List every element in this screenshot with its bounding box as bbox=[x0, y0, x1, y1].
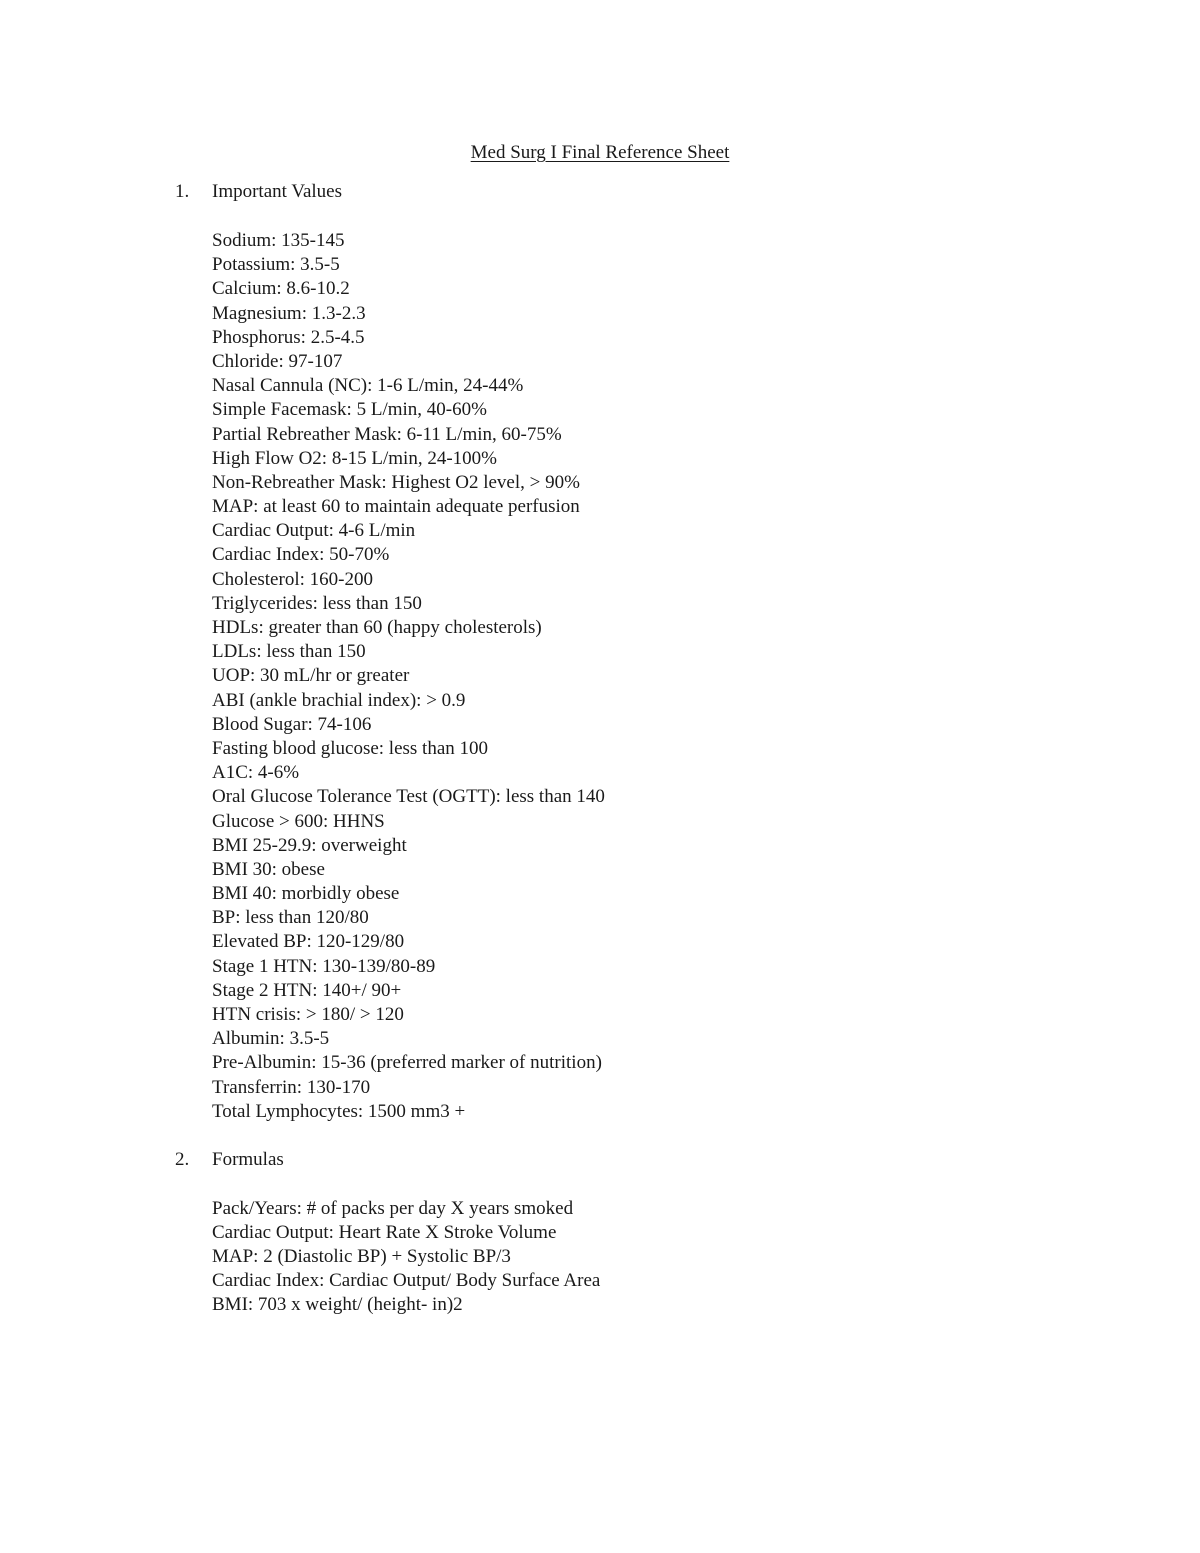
list-item: BP: less than 120/80 bbox=[212, 907, 369, 929]
list-item: UOP: 30 mL/hr or greater bbox=[212, 665, 410, 687]
formulas-list bbox=[212, 1197, 600, 1317]
section-heading bbox=[0, 1148, 1200, 1172]
list-item: Cholesterol: 160-200 bbox=[212, 568, 373, 590]
list-item: Glucose > 600: HHNS bbox=[212, 810, 385, 832]
list-item: BMI 30: obese bbox=[212, 858, 325, 880]
list-item: Pack/Years: # of packs per day X years smoked bbox=[212, 1198, 574, 1219]
list-item: A1C: 4-6% bbox=[212, 762, 300, 784]
section-heading-label: Important Values bbox=[212, 181, 342, 202]
list-item: MAP: at least 60 to maintain adequate perfusion bbox=[212, 496, 580, 518]
list-item: Simple Facemask: 5 L/min, 40-60% bbox=[212, 399, 487, 421]
list-item: Cardiac Index: 50-70% bbox=[212, 544, 390, 566]
list-item: Fasting blood glucose: less than 100 bbox=[212, 737, 489, 759]
section-heading bbox=[0, 180, 1200, 204]
list-item: MAP: 2 (Diastolic BP) + Systolic BP/3 bbox=[212, 1246, 511, 1267]
page-title: Med Surg I Final Reference Sheet bbox=[470, 142, 730, 163]
list-item: HTN crisis: > 180/ > 120 bbox=[212, 1004, 404, 1025]
list-item: Phosphorus: 2.5-4.5 bbox=[212, 326, 365, 348]
list-item: Elevated BP: 120-129/80 bbox=[212, 931, 405, 953]
list-item: Stage 2 HTN: 140+/ 90+ bbox=[212, 979, 402, 1001]
list-item: Stage 1 HTN: 130-139/80-89 bbox=[212, 955, 436, 977]
list-item: BMI 40: morbidly obese bbox=[212, 883, 400, 905]
list-item: Nasal Cannula (NC): 1-6 L/min, 24-44% bbox=[212, 375, 524, 397]
list-item: Total Lymphocytes: 1500 mm3 + bbox=[212, 1100, 466, 1122]
list-item: Transferrin: 130-170 bbox=[212, 1076, 371, 1098]
list-item: High Flow O2: 8-15 L/min, 24-100% bbox=[212, 447, 497, 469]
section-formulas bbox=[0, 1148, 1200, 1315]
list-item: Triglycerides: less than 150 bbox=[212, 592, 422, 614]
list-item: Cardiac Output: 4-6 L/min bbox=[212, 520, 416, 542]
list-item: Oral Glucose Tolerance Test (OGTT): less than 140 bbox=[212, 786, 605, 808]
list-item: Potassium: 3.5-5 bbox=[212, 254, 340, 276]
list-item: BMI: 703 x weight/ (height- in)2 bbox=[212, 1294, 463, 1315]
list-item: Partial Rebreather Mask: 6-11 L/min, 60-75% bbox=[212, 423, 562, 445]
list-item: LDLs: less than 150 bbox=[212, 641, 366, 663]
list-item: Cardiac Index: Cardiac Output/ Body Surface Area bbox=[212, 1270, 601, 1291]
section-heading-label: Formulas bbox=[212, 1149, 284, 1170]
section-number: 1. bbox=[175, 181, 190, 202]
list-item: Magnesium: 1.3-2.3 bbox=[212, 302, 366, 324]
list-item: Sodium: 135-145 bbox=[212, 230, 345, 251]
list-item: Chloride: 97-107 bbox=[212, 350, 343, 372]
important-values-list bbox=[212, 229, 605, 1124]
section-number: 2. bbox=[175, 1149, 190, 1170]
list-item: Non-Rebreather Mask: Highest O2 level, > 90% bbox=[212, 471, 580, 493]
list-item: Pre-Albumin: 15-36 (preferred marker of nutrition) bbox=[212, 1052, 602, 1074]
list-item: Cardiac Output: Heart Rate X Stroke Volume bbox=[212, 1222, 557, 1243]
section-important-values bbox=[0, 180, 1200, 1122]
list-item: ABI (ankle brachial index): > 0.9 bbox=[212, 689, 466, 711]
list-item: Blood Sugar: 74-106 bbox=[212, 713, 372, 735]
list-item: HDLs: greater than 60 (happy cholesterols) bbox=[212, 617, 542, 638]
list-item: BMI 25-29.9: overweight bbox=[212, 834, 407, 856]
list-item: Albumin: 3.5-5 bbox=[212, 1028, 330, 1050]
list-item: Calcium: 8.6-10.2 bbox=[212, 278, 350, 300]
